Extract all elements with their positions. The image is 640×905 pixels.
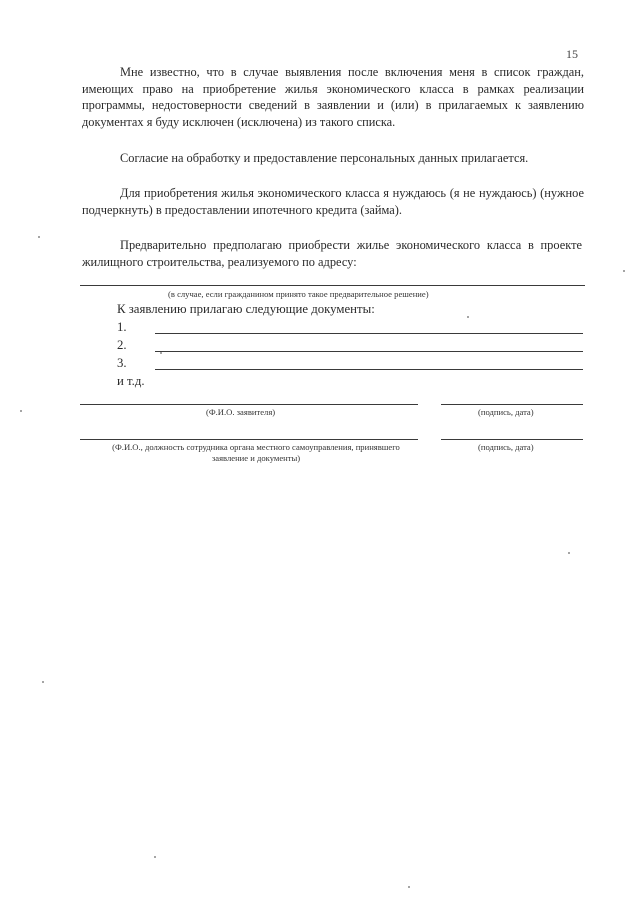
scan-speck	[408, 886, 410, 888]
document-item-etc: и т.д.	[117, 374, 145, 388]
scan-speck	[160, 352, 162, 354]
scan-speck	[42, 681, 44, 683]
paragraph-mortgage: Для приобретения жилья экономического класса я нуждаюсь (я не нуждаюсь) (нужное подчеркнуть) в предоставлении ипотечного кредита (займа).	[82, 186, 584, 217]
document-item-1: 1.	[117, 320, 127, 334]
document-line-2	[155, 351, 583, 352]
applicant-sign-line	[441, 404, 583, 405]
applicant-sign-caption: (подпись, дата)	[478, 407, 534, 417]
officer-name-line	[80, 439, 418, 440]
address-caption: (в случае, если гражданином принято такое предварительное решение)	[168, 289, 429, 299]
officer-name-caption: (Ф.И.О., должность сотрудника органа местного самоуправления, принявшего заявление и документы)	[112, 442, 400, 463]
scan-speck	[568, 552, 570, 554]
address-line	[80, 285, 585, 286]
document-line-1	[155, 333, 583, 334]
paragraph-address: Предварительно предполагаю приобрести жилье экономического класса в проекте жилищного строительства, реализуемого по адресу:	[82, 238, 582, 269]
applicant-name-caption: (Ф.И.О. заявителя)	[206, 407, 276, 417]
document-item-2: 2.	[117, 338, 127, 352]
officer-sign-line	[441, 439, 583, 440]
scan-speck	[38, 236, 40, 238]
paragraph-consent: Согласие на обработку и предоставление персональных данных прилагается.	[120, 151, 529, 165]
officer-sign-caption: (подпись, дата)	[478, 442, 534, 452]
scan-speck	[154, 856, 156, 858]
document-item-3: 3.	[117, 356, 127, 370]
page-number: 15	[566, 47, 578, 61]
scan-speck	[623, 270, 625, 272]
scan-speck	[467, 316, 469, 318]
applicant-name-line	[80, 404, 418, 405]
document-line-3	[155, 369, 583, 370]
scan-speck	[20, 410, 22, 412]
documents-intro: К заявлению прилагаю следующие документы:	[117, 302, 375, 316]
paragraph-disclaimer: Мне известно, что в случае выявления после включения меня в список граждан, имеющих право на приобретение жилья экономического класса в рамках реализации программы, недостоверности сведений в заявлении и (или) в прилагаемых к заявлению документах я буду исключен (исключена) из такого списка.	[82, 65, 584, 129]
